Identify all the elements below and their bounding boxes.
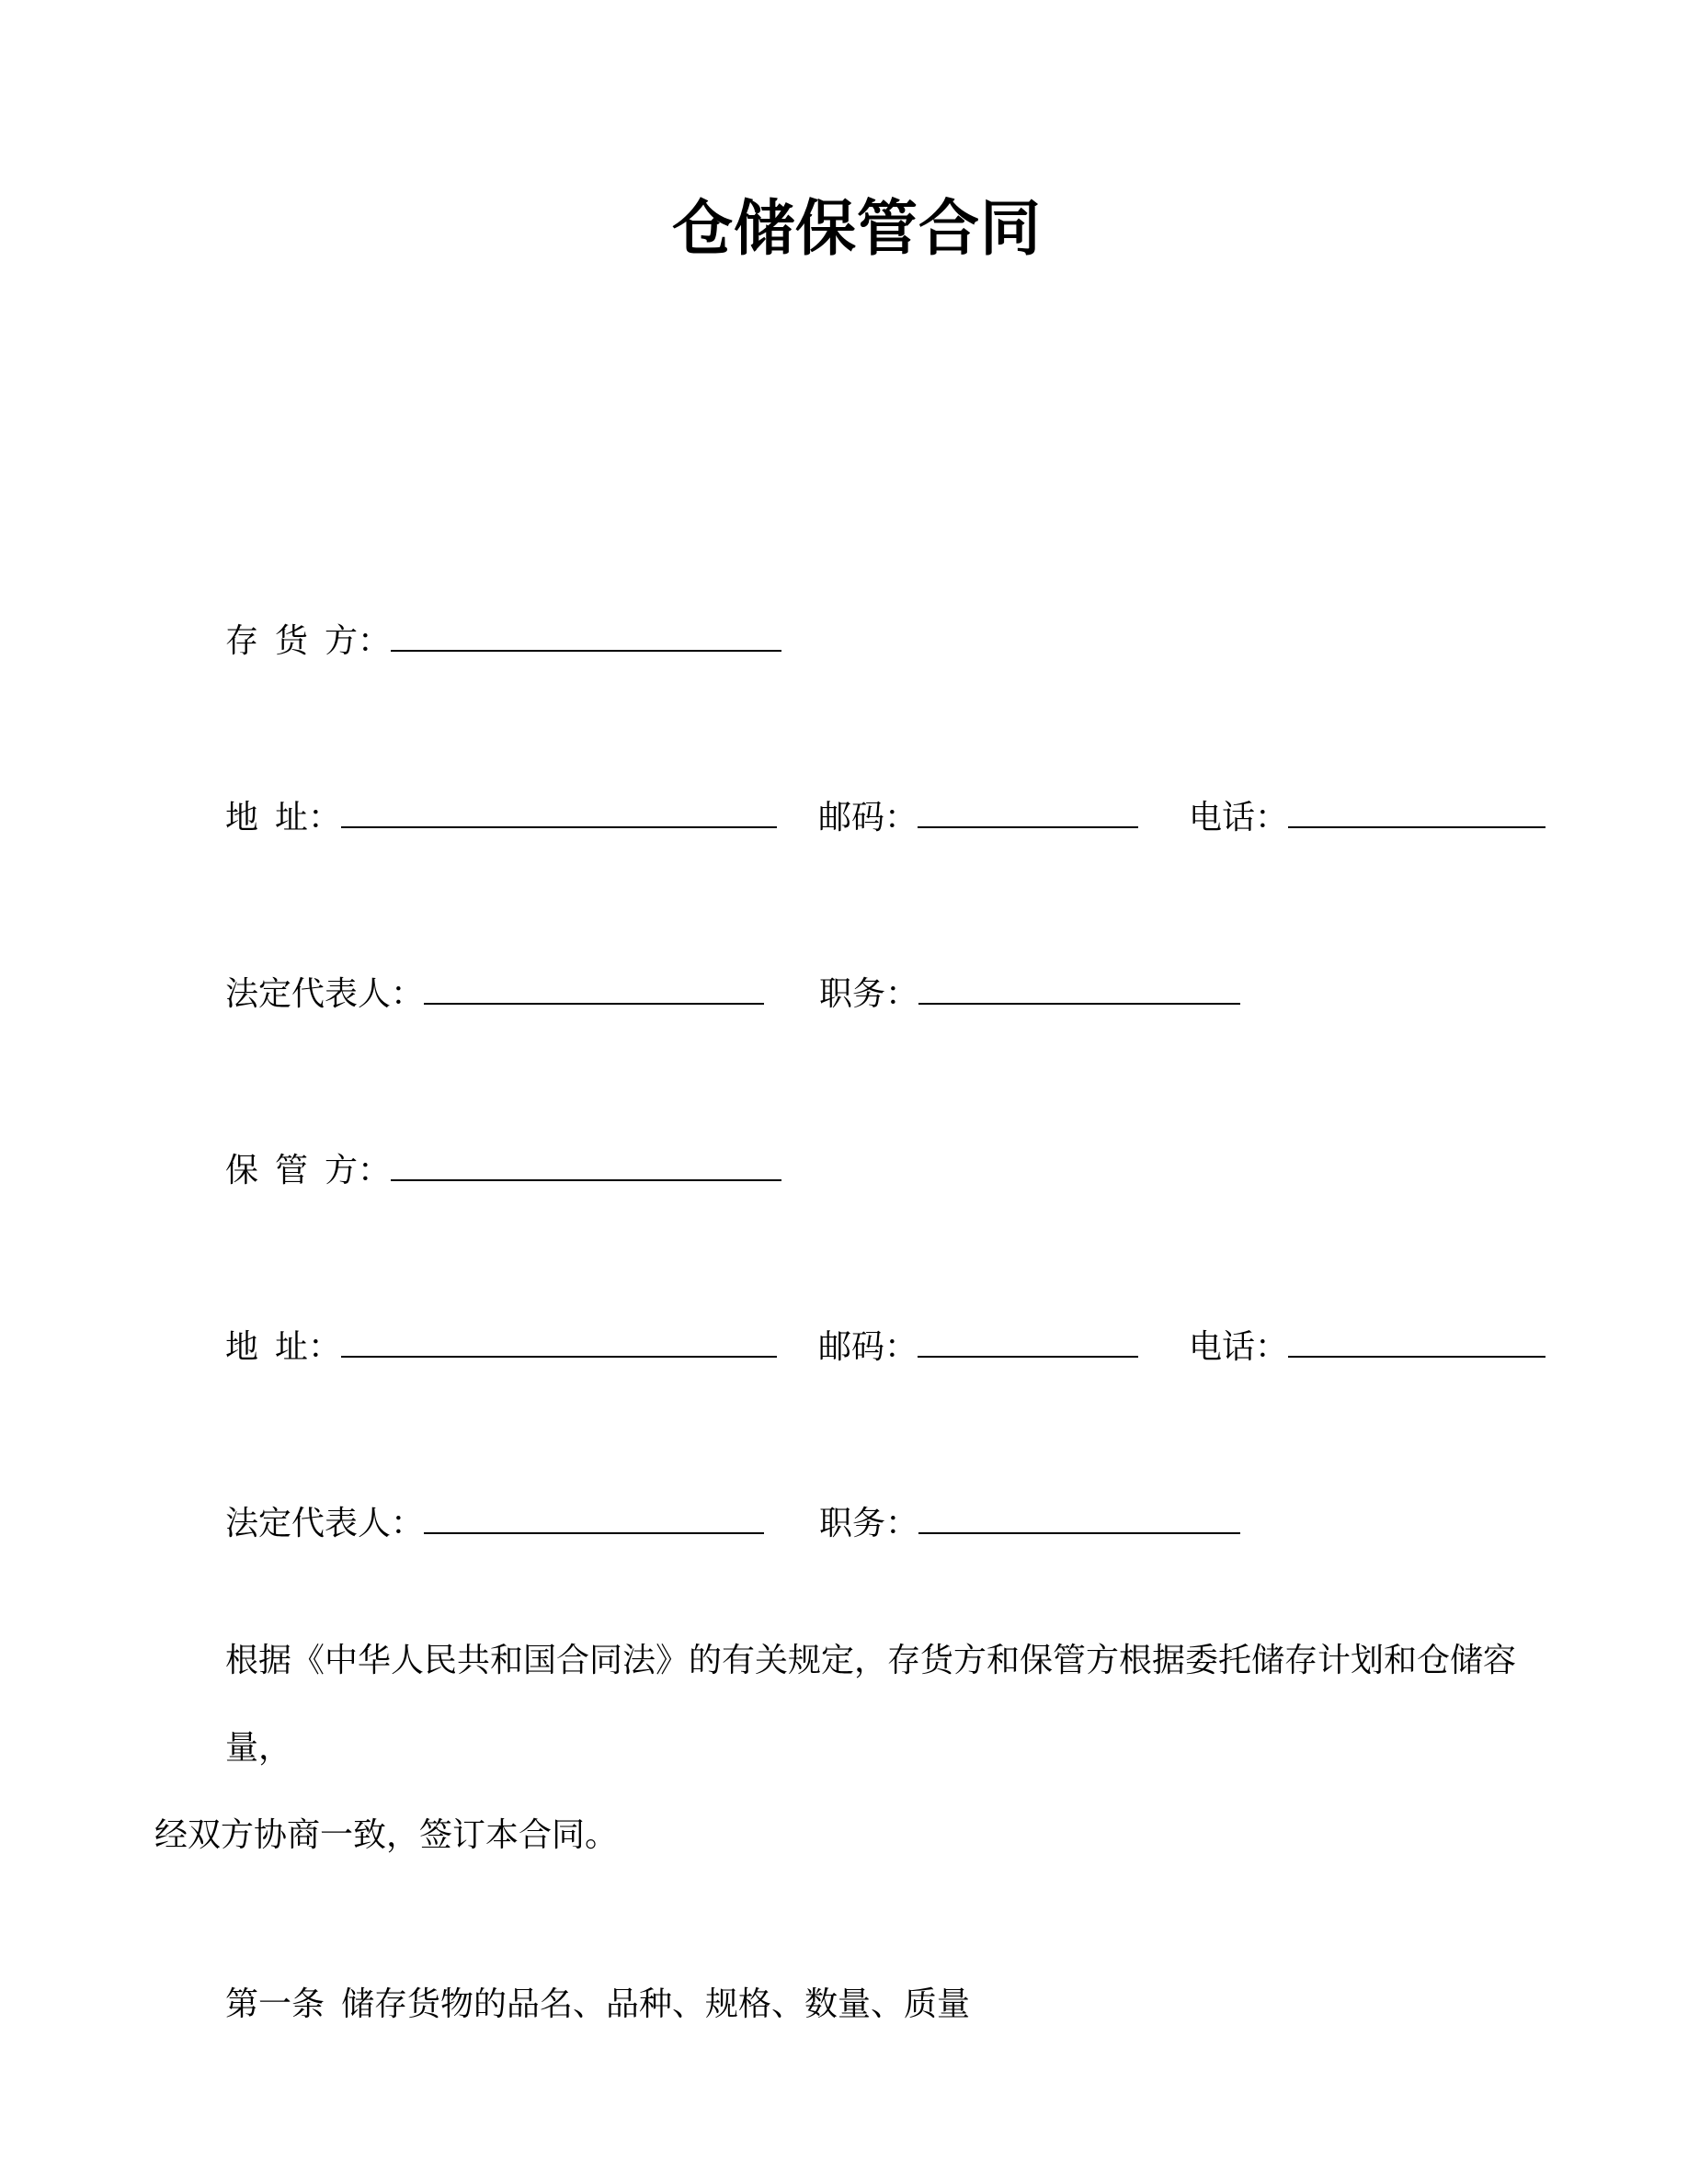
postcode-label: 邮码：	[818, 799, 918, 836]
preamble-paragraph	[154, 1617, 1559, 1879]
position-label: 职务：	[819, 1505, 919, 1541]
phone-label: 电话：	[1189, 1328, 1289, 1365]
postcode-label: 邮码：	[818, 1328, 918, 1365]
position-label: 职务：	[819, 975, 919, 1012]
phone-label: 电话：	[1189, 799, 1289, 836]
legal-rep-blank-line	[424, 1499, 764, 1534]
address-label: 地 址：	[225, 1328, 342, 1365]
field-row-depositor-name	[225, 617, 1559, 663]
legal-rep-label: 法定代表人：	[225, 1505, 425, 1541]
phone-blank-line	[1288, 1323, 1545, 1358]
preamble-line-2: 经双方协商一致，签订本合同。	[154, 1816, 619, 1853]
address-label: 地 址：	[225, 799, 342, 836]
field-row-depositor-legal-rep	[225, 970, 1559, 1016]
custodian-label: 保 管 方：	[225, 1152, 392, 1189]
phone-blank-line	[1288, 793, 1545, 828]
custodian-blank-line	[391, 1146, 781, 1181]
preamble-line-1: 根据《中华人民共和国合同法》的有关规定，存货方和保管方根据委托储存计划和仓储容量，	[225, 1642, 1517, 1766]
depositor-blank-line	[391, 617, 781, 652]
legal-rep-blank-line	[424, 970, 764, 1005]
depositor-label: 存 货 方：	[225, 622, 392, 659]
address-blank-line	[341, 1323, 777, 1358]
position-blank-line	[918, 970, 1240, 1005]
article-1-heading: 第一条 储存货物的品名、品种、规格、数量、质量	[225, 1985, 971, 2022]
field-row-custodian-address	[225, 1323, 1559, 1369]
position-blank-line	[918, 1499, 1240, 1534]
postcode-blank-line	[918, 1323, 1138, 1358]
postcode-blank-line	[918, 793, 1138, 828]
address-blank-line	[341, 793, 777, 828]
field-row-depositor-address	[225, 793, 1559, 839]
field-row-custodian-legal-rep	[225, 1499, 1559, 1545]
legal-rep-label: 法定代表人：	[225, 975, 425, 1012]
field-row-custodian-name	[225, 1146, 1559, 1192]
document-title: 仓储保管合同	[672, 194, 1042, 262]
